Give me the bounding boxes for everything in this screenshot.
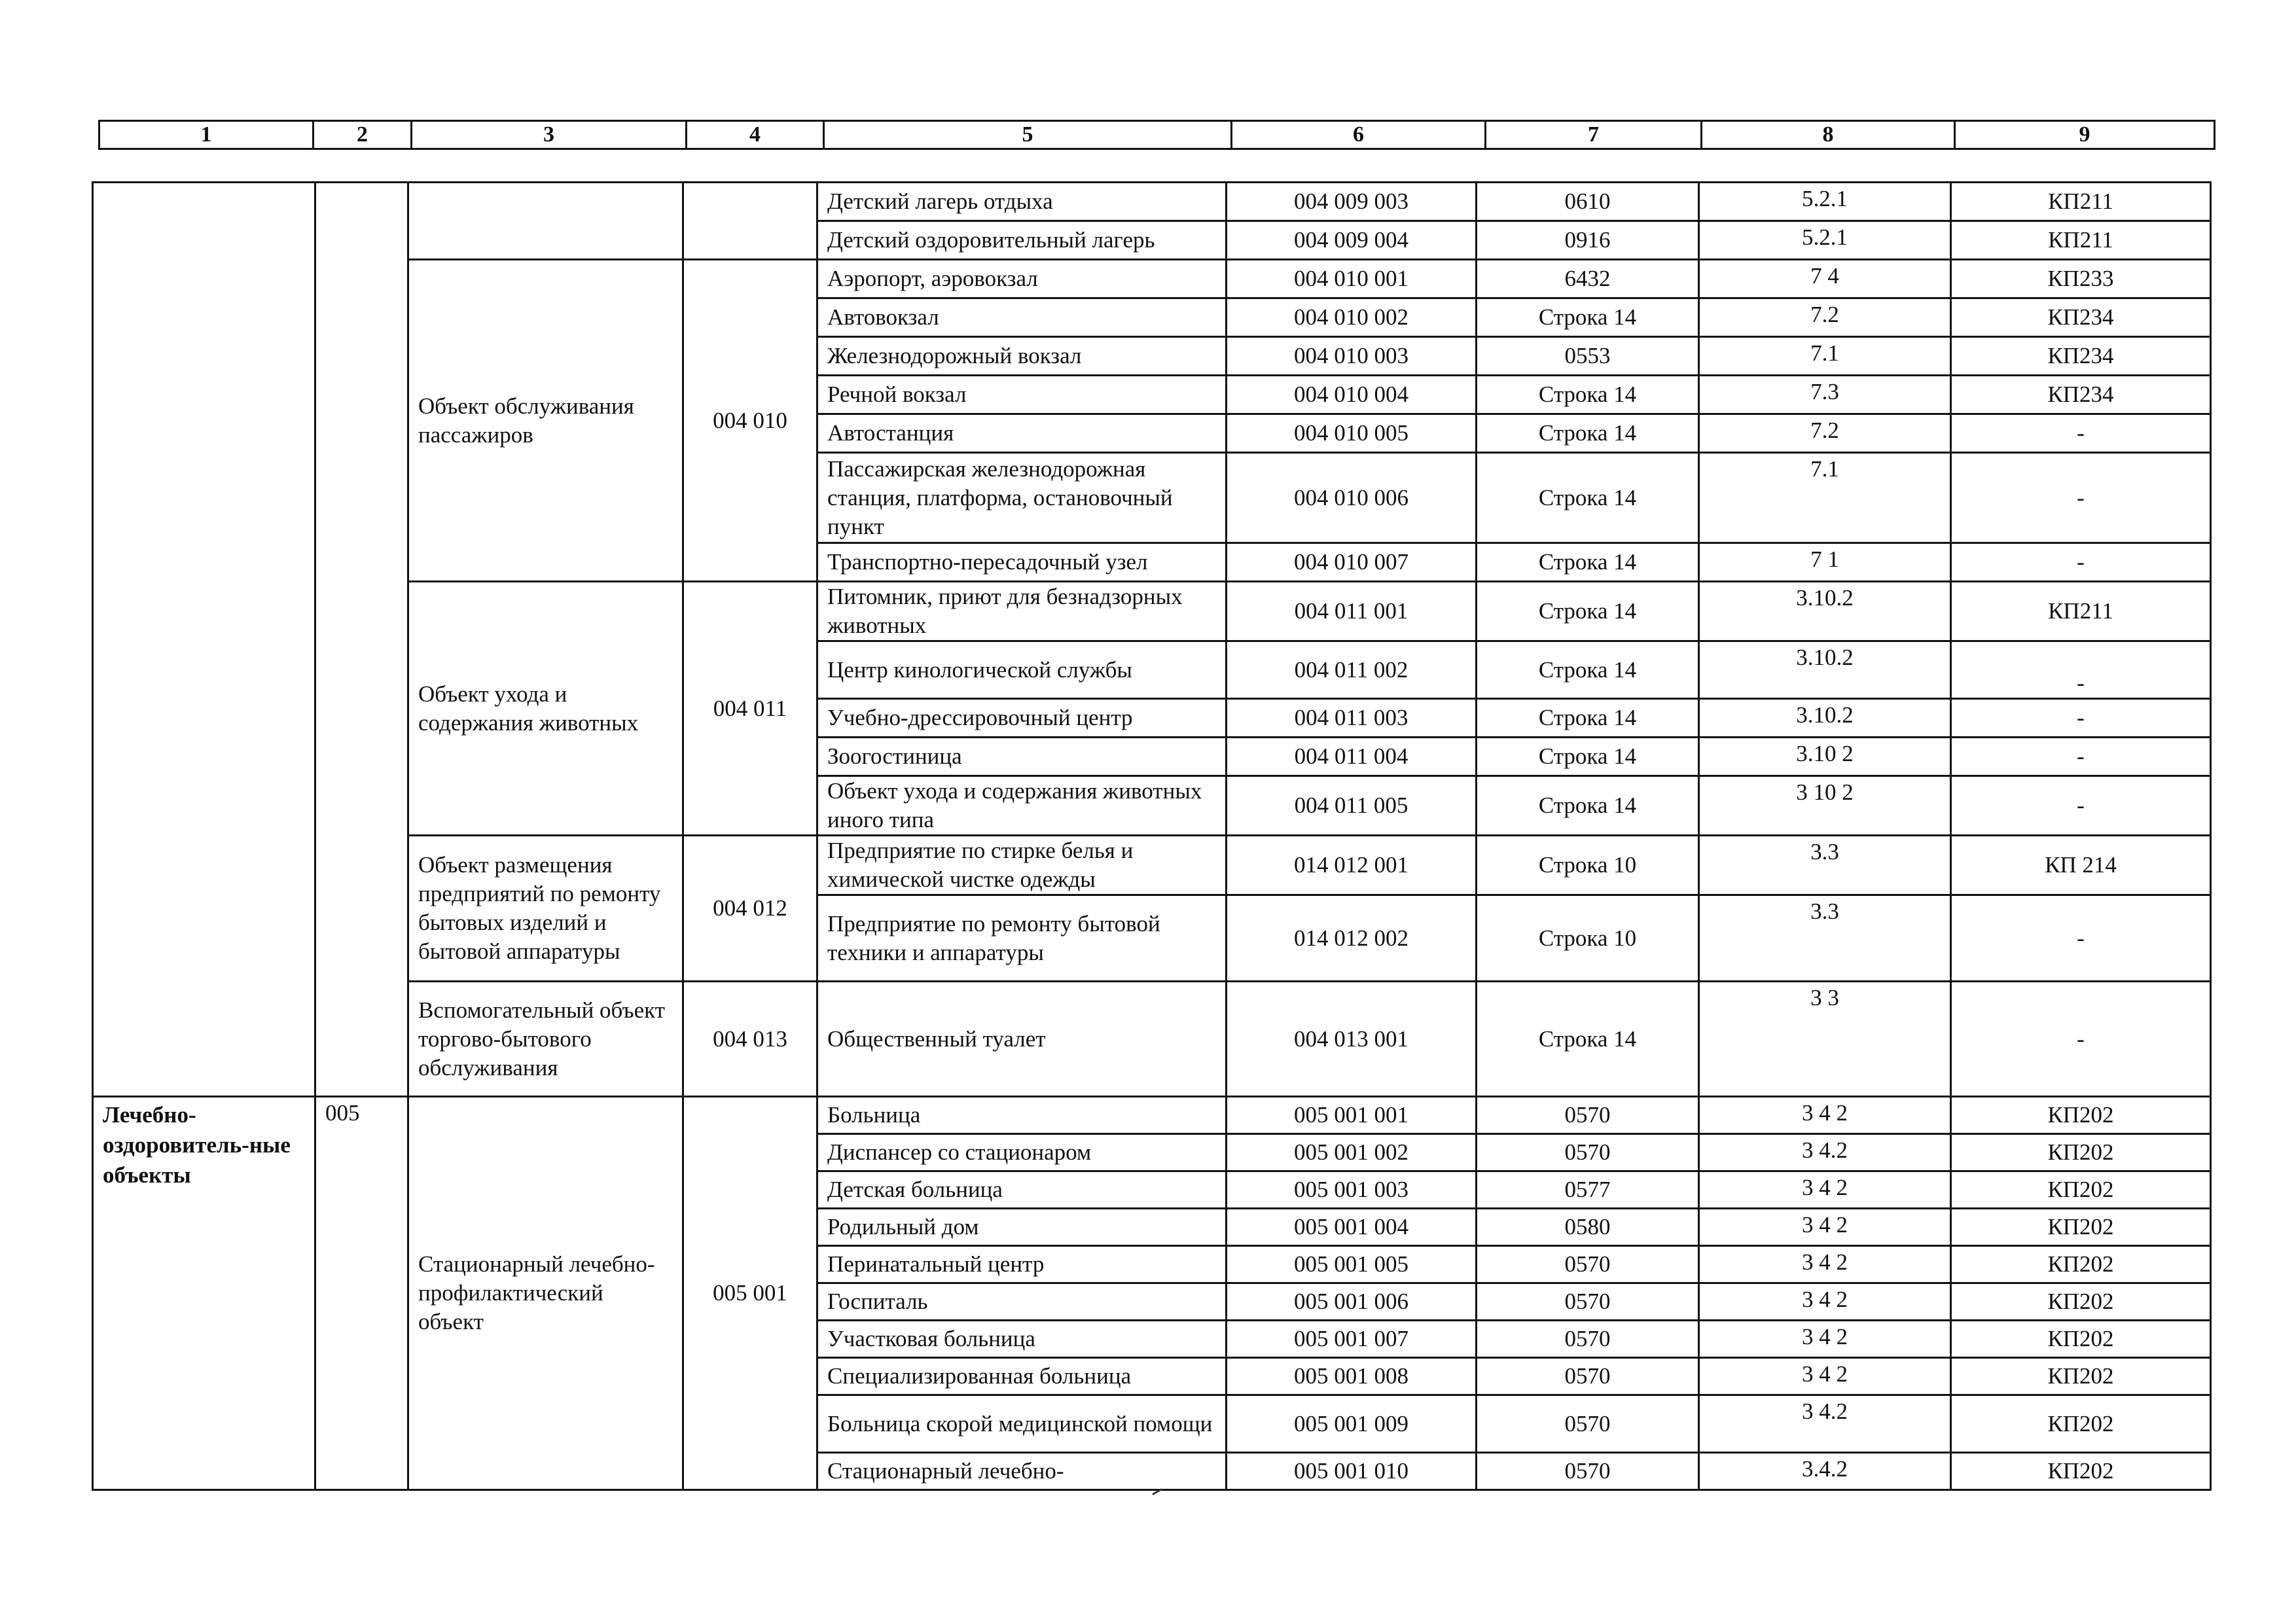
object-code: 004 009 003 xyxy=(1227,183,1477,221)
column-8-value: 7.3 xyxy=(1699,376,1951,414)
category-code: 005 xyxy=(315,1097,408,1490)
column-9-value: КП202 xyxy=(1951,1246,2211,1283)
group-name: Объект ухода и содержания животных xyxy=(408,582,683,836)
column-8-value: 3 3 xyxy=(1699,982,1951,1097)
object-name: Специализированная больница xyxy=(817,1358,1227,1395)
column-8-value: 7.1 xyxy=(1699,337,1951,376)
column-8-value: 3 4.2 xyxy=(1699,1134,1951,1171)
column-9-value: - xyxy=(1951,543,2211,582)
table-row xyxy=(93,582,2211,641)
column-9-value: КП 214 xyxy=(1951,836,2211,895)
column-8-value: 3.10 2 xyxy=(1699,738,1951,776)
category-code-blank xyxy=(315,183,408,1097)
group-name: Объект обслуживания пассажиров xyxy=(408,260,683,582)
group-code: 005 001 xyxy=(683,1097,817,1490)
object-code: 004 011 005 xyxy=(1227,776,1477,836)
group-code xyxy=(683,183,817,260)
column-9-value: КП202 xyxy=(1951,1134,2211,1171)
column-9-value: КП202 xyxy=(1951,1097,2211,1134)
group-code: 004 010 xyxy=(683,260,817,582)
table-row xyxy=(93,1097,2211,1134)
object-code: 004 010 003 xyxy=(1227,337,1477,376)
column-9-value: - xyxy=(1951,453,2211,543)
classifier-table xyxy=(92,181,2212,1491)
object-name: Больница xyxy=(817,1097,1227,1134)
column-9-value: КП234 xyxy=(1951,376,2211,414)
column-7-value: Строка 14 xyxy=(1477,982,1699,1097)
column-7-value: 0570 xyxy=(1477,1395,1699,1453)
column-7-value: 0916 xyxy=(1477,221,1699,260)
column-9-value: - xyxy=(1951,738,2211,776)
column-7-value: Строка 14 xyxy=(1477,376,1699,414)
object-code: 005 001 003 xyxy=(1227,1171,1477,1209)
column-9-value: КП202 xyxy=(1951,1209,2211,1246)
column-7-value: 0570 xyxy=(1477,1358,1699,1395)
group-name xyxy=(408,183,683,260)
object-code: 004 010 004 xyxy=(1227,376,1477,414)
header-cell: 3 xyxy=(412,121,687,149)
column-9-value: - xyxy=(1951,699,2211,738)
object-code: 004 010 002 xyxy=(1227,298,1477,337)
group-name: Объект размещения предприятий по ремонту бытовых изделий и бытовой аппаратуры xyxy=(408,836,683,982)
object-code: 004 010 005 xyxy=(1227,414,1477,453)
column-9-value: КП211 xyxy=(1951,183,2211,221)
column-7-value: 0553 xyxy=(1477,337,1699,376)
column-7-value: Строка 14 xyxy=(1477,776,1699,836)
object-name: Общественный туалет xyxy=(817,982,1227,1097)
table-row xyxy=(93,982,2211,1097)
column-8-value: 5.2.1 xyxy=(1699,183,1951,221)
object-code: 005 001 009 xyxy=(1227,1395,1477,1453)
column-7-value: Строка 14 xyxy=(1477,641,1699,699)
column-8-value: 3 4 2 xyxy=(1699,1283,1951,1321)
column-8-value: 3.3 xyxy=(1699,895,1951,982)
column-9-value: КП202 xyxy=(1951,1283,2211,1321)
column-8-value: 7.2 xyxy=(1699,414,1951,453)
object-code: 004 010 007 xyxy=(1227,543,1477,582)
column-9-value: - xyxy=(1951,414,2211,453)
object-name: Детский лагерь отдыха xyxy=(817,183,1227,221)
column-8-value: 3.10.2 xyxy=(1699,699,1951,738)
column-7-value: 0580 xyxy=(1477,1209,1699,1246)
object-name: Пассажирская железнодорожная станция, платформа, остановочный пункт xyxy=(817,453,1227,543)
column-7-value: 0570 xyxy=(1477,1453,1699,1490)
object-code: 005 001 007 xyxy=(1227,1321,1477,1358)
object-name: Участковая больница xyxy=(817,1321,1227,1358)
column-9-value: КП233 xyxy=(1951,260,2211,298)
column-8-value: 3 4 2 xyxy=(1699,1209,1951,1246)
object-name: Автовокзал xyxy=(817,298,1227,337)
column-8-value: 3.3 xyxy=(1699,836,1951,895)
object-name: Речной вокзал xyxy=(817,376,1227,414)
object-code: 005 001 004 xyxy=(1227,1209,1477,1246)
object-name: Транспортно-пересадочный узел xyxy=(817,543,1227,582)
object-name: Железнодорожный вокзал xyxy=(817,337,1227,376)
column-9-value: КП234 xyxy=(1951,298,2211,337)
object-name: Перинатальный центр xyxy=(817,1246,1227,1283)
column-8-value: 3 4.2 xyxy=(1699,1395,1951,1453)
column-8-value: 7.2 xyxy=(1699,298,1951,337)
column-8-value: 3.10.2 xyxy=(1699,582,1951,641)
object-code: 005 001 001 xyxy=(1227,1097,1477,1134)
column-9-value: - xyxy=(1951,641,2211,699)
column-9-value: КП211 xyxy=(1951,582,2211,641)
group-code: 004 013 xyxy=(683,982,817,1097)
column-8-value: 7.1 xyxy=(1699,453,1951,543)
column-8-value: 3 4 2 xyxy=(1699,1246,1951,1283)
column-7-value: Строка 14 xyxy=(1477,543,1699,582)
column-8-value: 3 4 2 xyxy=(1699,1097,1951,1134)
object-code: 005 001 008 xyxy=(1227,1358,1477,1395)
column-7-value: 0570 xyxy=(1477,1134,1699,1171)
object-code: 004 011 002 xyxy=(1227,641,1477,699)
column-9-value: - xyxy=(1951,776,2211,836)
column-9-value: КП234 xyxy=(1951,337,2211,376)
group-name: Вспомогательный объект торгово-бытового обслуживания xyxy=(408,982,683,1097)
table-row xyxy=(93,836,2211,895)
header-cell: 6 xyxy=(1232,121,1486,149)
column-8-value: 3.4.2 xyxy=(1699,1453,1951,1490)
object-name: Больница скорой медицинской помощи xyxy=(817,1395,1227,1453)
object-name: Родильный дом xyxy=(817,1209,1227,1246)
header-cell: 8 xyxy=(1702,121,1955,149)
object-code: 004 010 001 xyxy=(1227,260,1477,298)
category-cell-blank xyxy=(93,183,315,1097)
header-row xyxy=(99,121,2215,149)
column-9-value: КП202 xyxy=(1951,1171,2211,1209)
column-7-value: Строка 14 xyxy=(1477,414,1699,453)
column-7-value: 0610 xyxy=(1477,183,1699,221)
column-8-value: 3 4 2 xyxy=(1699,1358,1951,1395)
object-name: Госпиталь xyxy=(817,1283,1227,1321)
column-7-value: 0570 xyxy=(1477,1246,1699,1283)
object-code: 004 011 004 xyxy=(1227,738,1477,776)
column-9-value: - xyxy=(1951,982,2211,1097)
object-name: Детский оздоровительный лагерь xyxy=(817,221,1227,260)
object-name: Центр кинологической службы xyxy=(817,641,1227,699)
column-7-value: Строка 14 xyxy=(1477,738,1699,776)
object-name: Предприятие по стирке белья и химической чистке одежды xyxy=(817,836,1227,895)
object-code: 014 012 002 xyxy=(1227,895,1477,982)
object-code: 004 010 006 xyxy=(1227,453,1477,543)
category-name: Лечебно-оздоровитель-ные объекты xyxy=(93,1097,315,1490)
group-name: Стационарный лечебно-профилактический объект xyxy=(408,1097,683,1490)
column-8-value: 3.10.2 xyxy=(1699,641,1951,699)
column-7-value: Строка 14 xyxy=(1477,298,1699,337)
object-name: Питомник, приют для безнадзорных животных xyxy=(817,582,1227,641)
column-7-value: Строка 10 xyxy=(1477,836,1699,895)
column-7-value: 0577 xyxy=(1477,1171,1699,1209)
column-9-value: КП202 xyxy=(1951,1395,2211,1453)
column-8-value: 7 1 xyxy=(1699,543,1951,582)
object-code: 005 001 010 xyxy=(1227,1453,1477,1490)
column-8-value: 5.2.1 xyxy=(1699,221,1951,260)
header-cell: 1 xyxy=(99,121,314,149)
column-8-value: 7 4 xyxy=(1699,260,1951,298)
column-9-value: КП202 xyxy=(1951,1358,2211,1395)
column-7-value: 6432 xyxy=(1477,260,1699,298)
group-code: 004 011 xyxy=(683,582,817,836)
column-7-value: Строка 14 xyxy=(1477,699,1699,738)
column-8-value: 3 4 2 xyxy=(1699,1321,1951,1358)
header-cell: 9 xyxy=(1955,121,2215,149)
column-7-value: 0570 xyxy=(1477,1097,1699,1134)
column-7-value: 0570 xyxy=(1477,1321,1699,1358)
column-9-value: КП202 xyxy=(1951,1321,2211,1358)
group-code: 004 012 xyxy=(683,836,817,982)
column-number-header xyxy=(98,120,2215,150)
object-name: Предприятие по ремонту бытовой техники и аппаратуры xyxy=(817,895,1227,982)
object-code: 004 013 001 xyxy=(1227,982,1477,1097)
object-name: Стационарный лечебно- xyxy=(817,1453,1227,1490)
column-9-value: - xyxy=(1951,895,2211,982)
header-cell: 7 xyxy=(1486,121,1702,149)
header-cell: 2 xyxy=(314,121,412,149)
table-row xyxy=(93,260,2211,298)
object-code: 004 011 001 xyxy=(1227,582,1477,641)
column-7-value: Строка 14 xyxy=(1477,453,1699,543)
column-9-value: КП202 xyxy=(1951,1453,2211,1490)
column-7-value: 0570 xyxy=(1477,1283,1699,1321)
object-name: Диспансер со стационаром xyxy=(817,1134,1227,1171)
object-name: Учебно-дрессировочный центр xyxy=(817,699,1227,738)
object-name: Детская больница xyxy=(817,1171,1227,1209)
column-9-value: КП211 xyxy=(1951,221,2211,260)
header-cell: 5 xyxy=(824,121,1232,149)
column-8-value: 3 4 2 xyxy=(1699,1171,1951,1209)
object-code: 004 009 004 xyxy=(1227,221,1477,260)
object-name: Зоогостиница xyxy=(817,738,1227,776)
column-7-value: Строка 10 xyxy=(1477,895,1699,982)
header-cell: 4 xyxy=(687,121,824,149)
object-code: 005 001 002 xyxy=(1227,1134,1477,1171)
object-name: Автостанция xyxy=(817,414,1227,453)
object-code: 004 011 003 xyxy=(1227,699,1477,738)
column-8-value: 3 10 2 xyxy=(1699,776,1951,836)
object-name: Аэропорт, аэровокзал xyxy=(817,260,1227,298)
object-code: 005 001 006 xyxy=(1227,1283,1477,1321)
object-code: 005 001 005 xyxy=(1227,1246,1477,1283)
table-row xyxy=(93,183,2211,221)
object-name: Объект ухода и содержания животных иного типа xyxy=(817,776,1227,836)
column-7-value: Строка 14 xyxy=(1477,582,1699,641)
object-code: 014 012 001 xyxy=(1227,836,1477,895)
